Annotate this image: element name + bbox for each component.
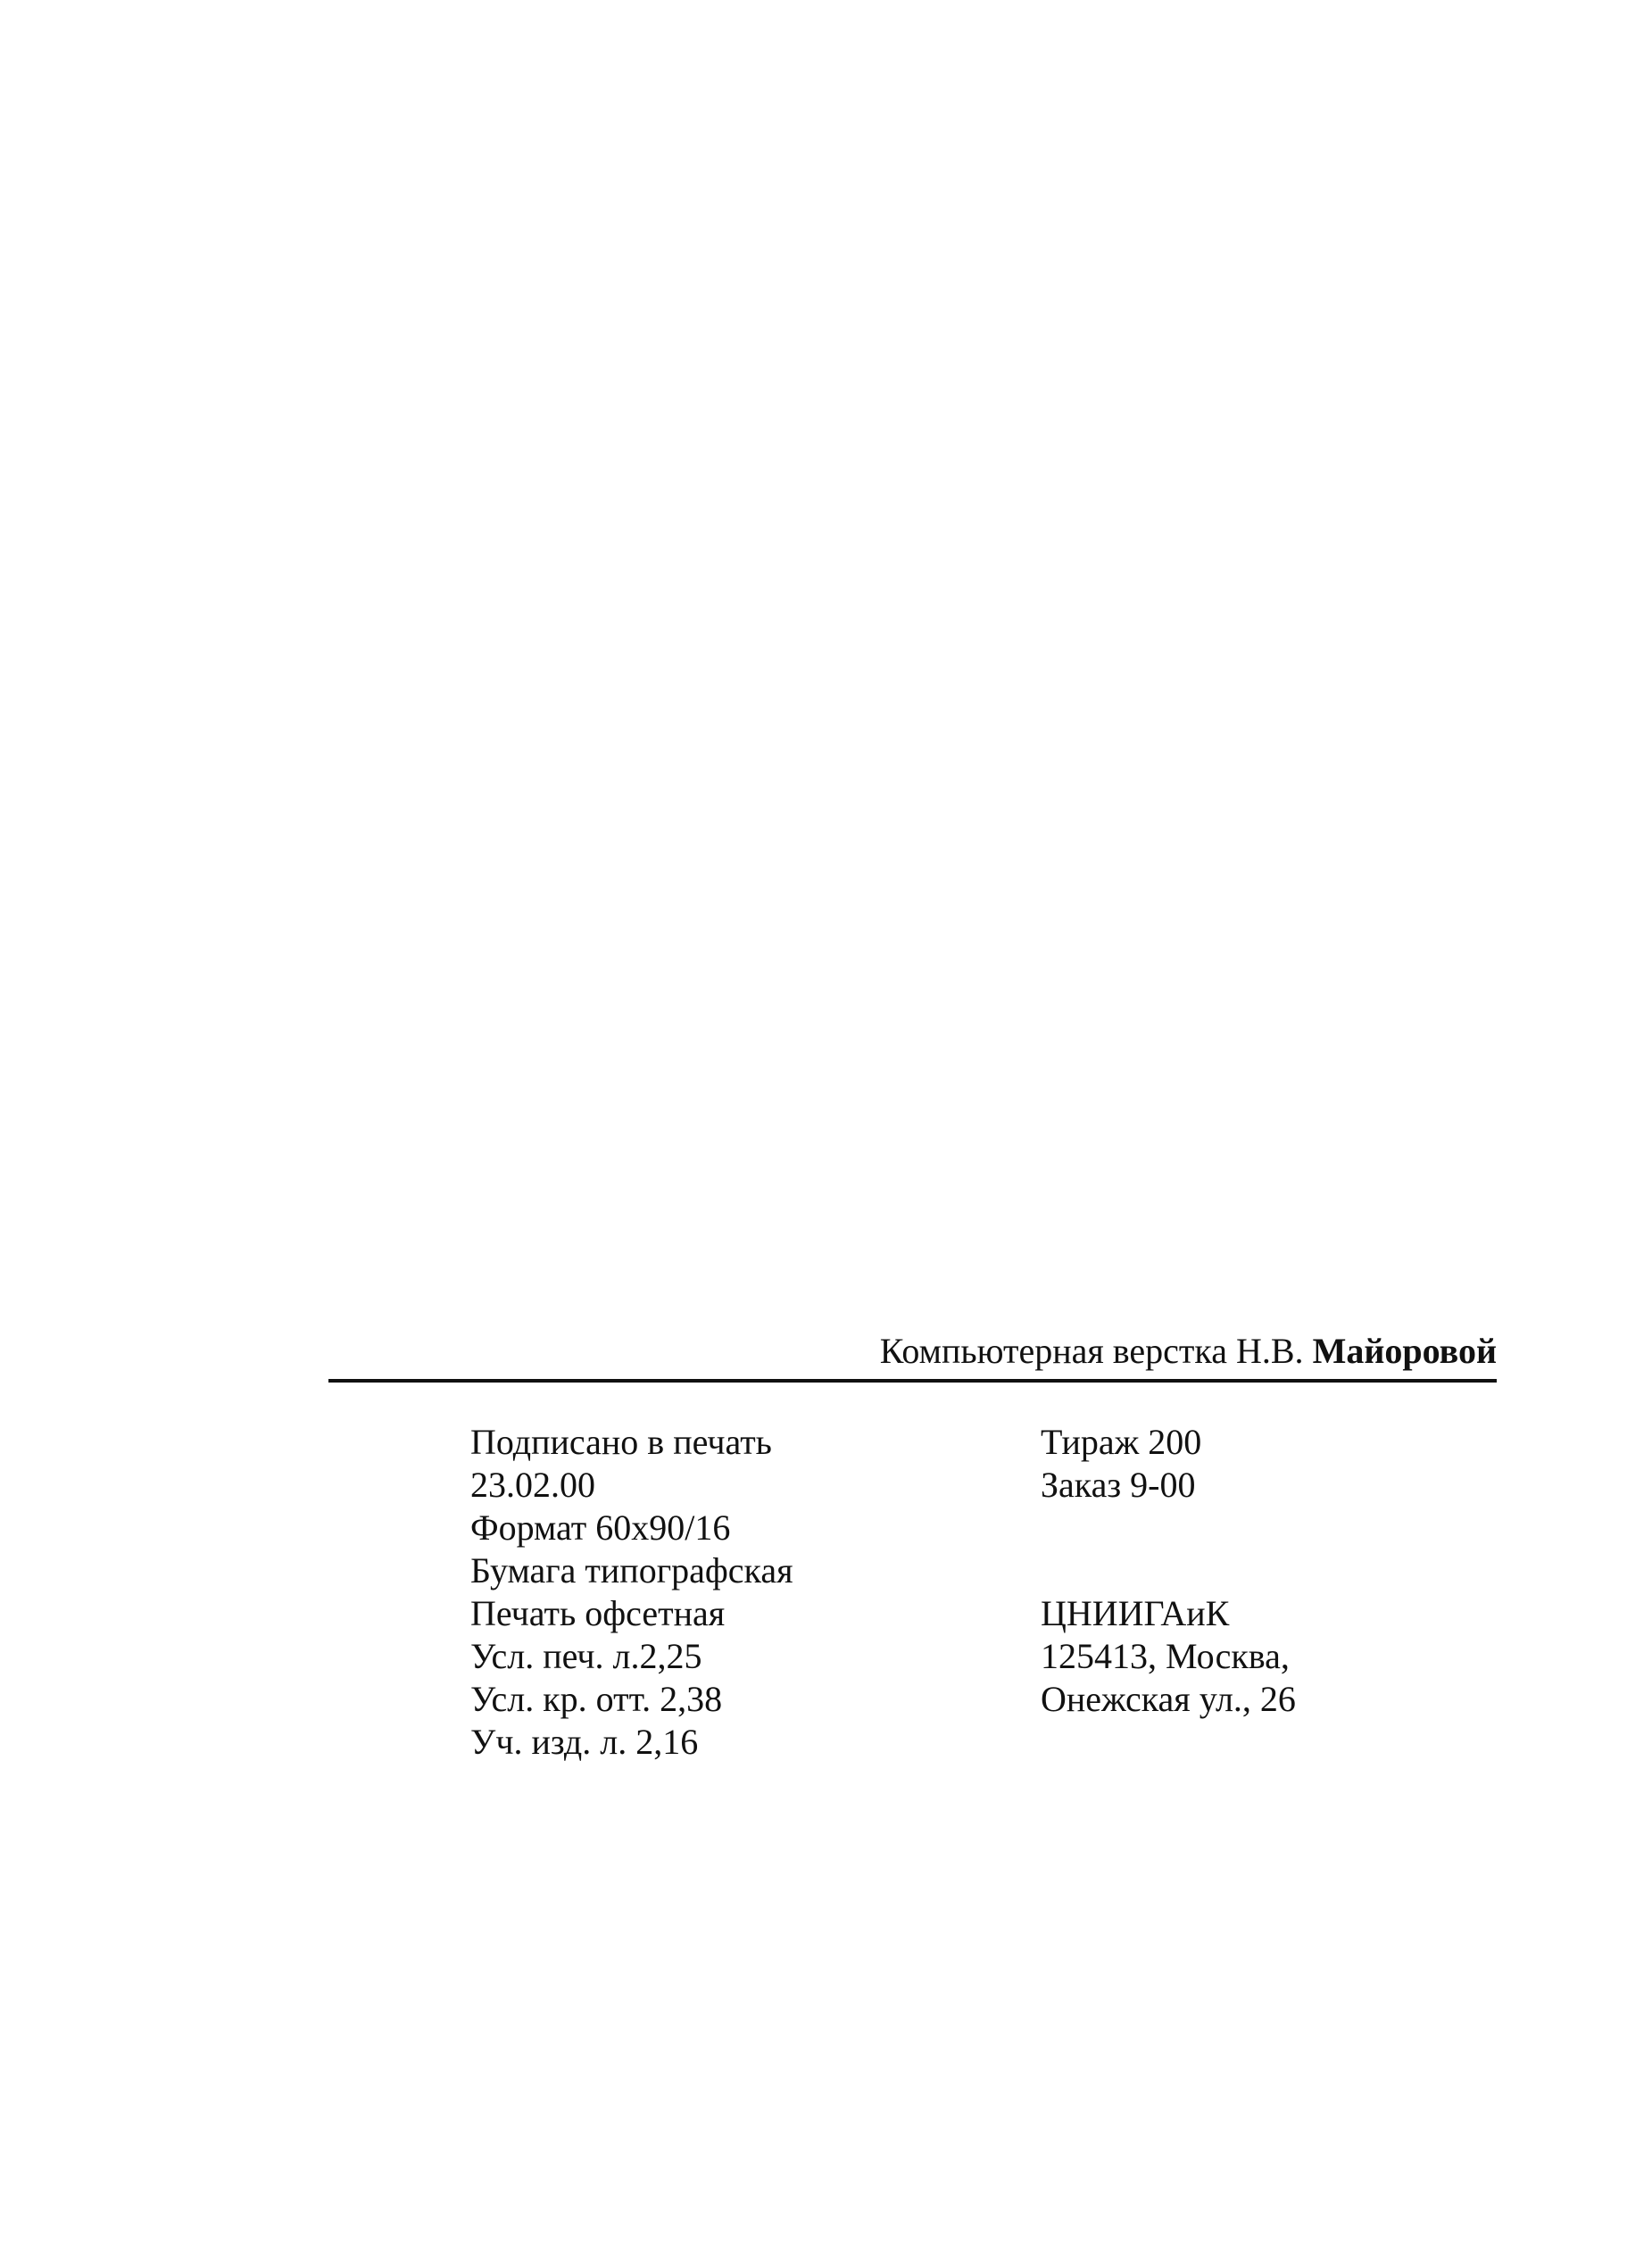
color-prints-line: Усл. кр. отт. 2,38 (470, 1679, 723, 1719)
horizontal-rule (328, 1379, 1497, 1383)
column-gap (1041, 1507, 1296, 1592)
imprint-right-column (1041, 1421, 1296, 1721)
signed-to-print-label: Подписано в печать (470, 1422, 772, 1462)
order-line: Заказ 9-00 (1041, 1465, 1196, 1505)
credit-prefix: Компьютерная верстка Н.В. (879, 1331, 1304, 1371)
publisher-city: 125413, Москва, (1041, 1636, 1290, 1676)
print-sheets-line: Усл. печ. л.2,25 (470, 1636, 702, 1676)
signed-date: 23.02.00 (470, 1465, 595, 1505)
credit-name: Майоровой (1312, 1331, 1497, 1371)
paper-line: Бумага типографская (470, 1550, 793, 1590)
printing-line: Печать офсетная (470, 1593, 726, 1633)
format-line: Формат 60x90/16 (470, 1507, 731, 1548)
publisher-sheets-line: Уч. изд. л. 2,16 (470, 1722, 699, 1762)
layout-credit (880, 1330, 1497, 1373)
publisher-street: Онежская ул., 26 (1041, 1679, 1296, 1719)
print-run-line: Тираж 200 (1041, 1422, 1202, 1462)
publisher-name: ЦНИИГАиК (1041, 1593, 1230, 1633)
imprint-left-column (470, 1421, 793, 1764)
